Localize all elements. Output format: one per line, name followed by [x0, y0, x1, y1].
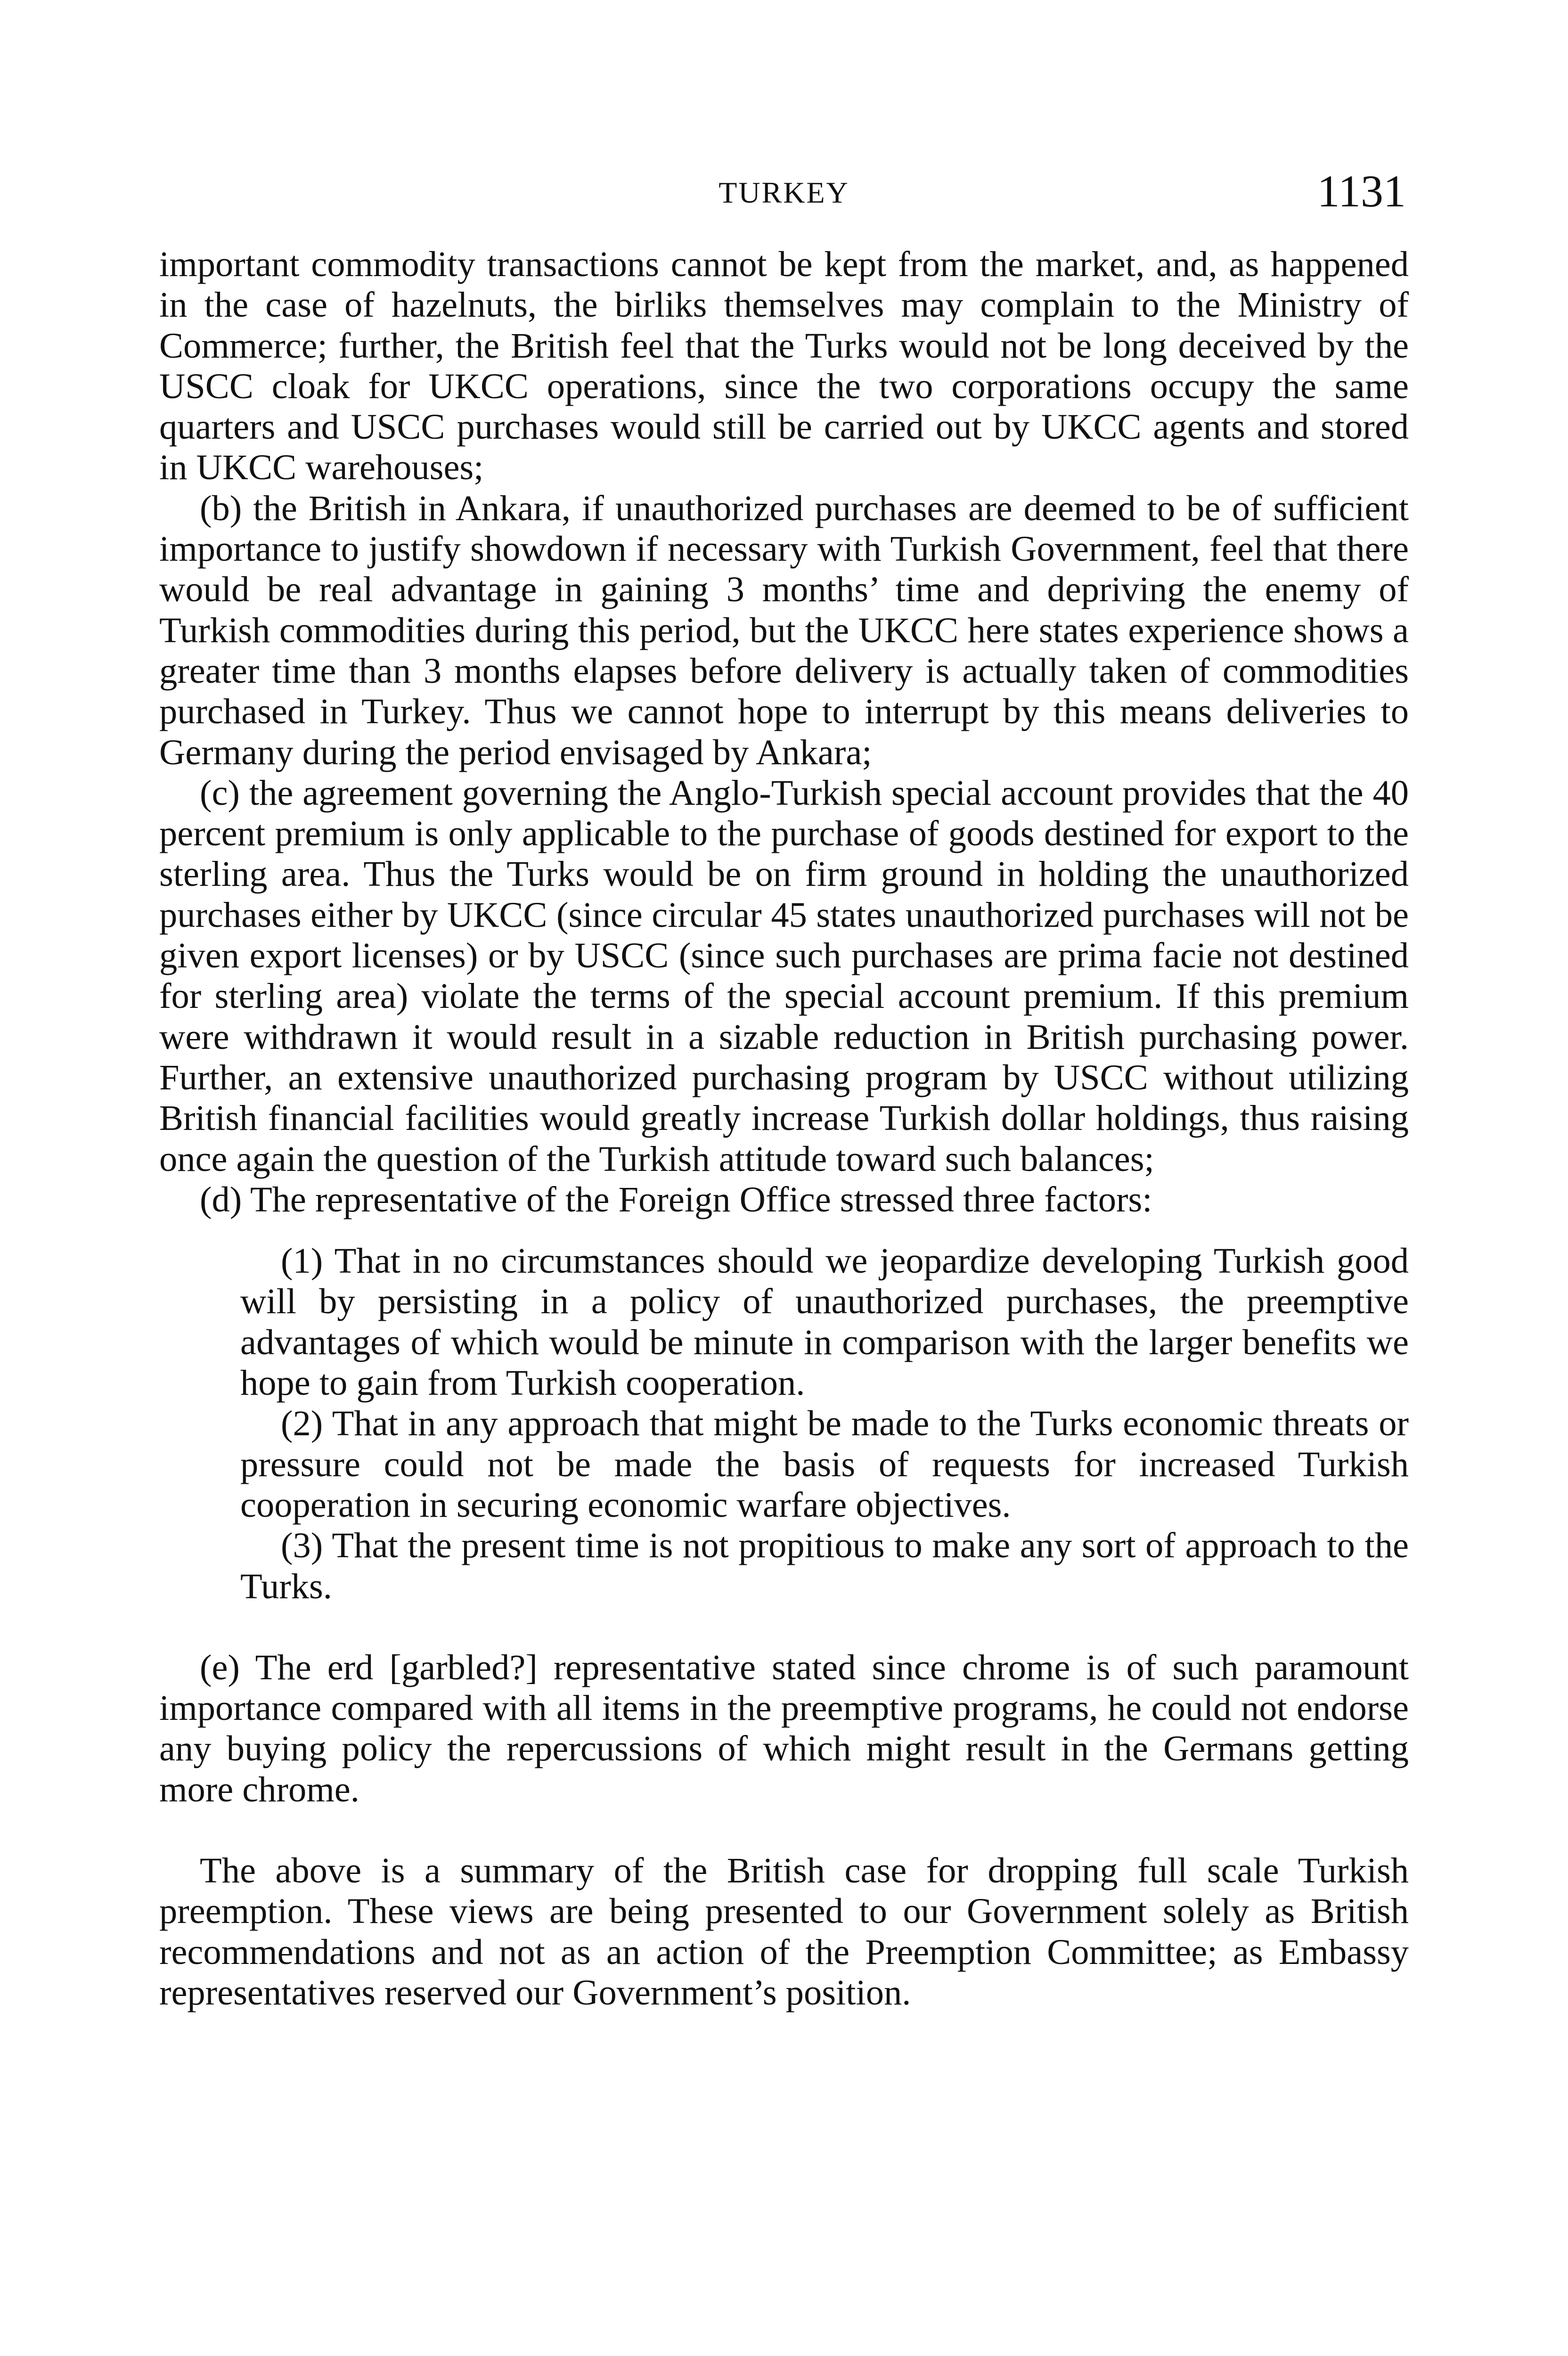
paragraph-item-d: (d) The representative of the Foreign Office stressed three factors: [200, 1179, 1152, 1219]
paragraph-item-c: (c) the agreement governing the Anglo-Turkish special account provides that the 40 percent premium is only applicable to the purchase of goods destined for export to the sterling area. Thus the Turks would be on firm ground in holding the unauthorized purchases either by UKCC (since circular 45 states unauthorized purchases will not be given export licenses) or by USCC (since such purchases are prima facie not destined for sterling area) violate the terms of the special account premium. If this premium were withdrawn it would result in a sizable reduction in British purchasing power. Further, an extensive unauthorized purchasing program by USCC without utilizing British financial facilities would greatly increase Turkish dollar holdings, thus raising once again the question of the Turkish attitude toward such balances; [159, 772, 1409, 1179]
factor-2: (2) That in any approach that might be made to the Turks economic threats or pressure could not be made the basis of requests for increased Turkish cooperation in securing economic warfare objectives. [240, 1403, 1409, 1525]
body-text [159, 244, 1409, 2013]
paragraph-item-e: (e) The erd [garbled?] representative stated since chrome is of such paramount importance compared with all items in the preemptive programs, he could not endorse any buying policy the repercussions of which might result in the Germans getting more chrome. [159, 1647, 1409, 1809]
paragraph-continuation: important commodity transactions cannot be kept from the market, and, as happened in the case of hazelnuts, the birliks themselves may complain to the Ministry of Commerce; further, the British feel that the Turks would not be long deceived by the USCC cloak for UKCC operations, since the two corporations occupy the same quarters and USCC purchases would still be carried out by UKCC agents and stored in UKCC warehouses; [159, 244, 1409, 488]
factor-1: (1) That in no circumstances should we jeopardize developing Turkish good will by persisting in a policy of unauthorized purchases, the preemptive advantages of which would be minute in comparison with the larger benefits we hope to gain from Turkish cooperation. [240, 1241, 1409, 1403]
factor-3: (3) That the present time is not propitious to make any sort of approach to the Turks. [240, 1525, 1409, 1606]
running-header [159, 165, 1409, 217]
running-title: TURKEY [719, 176, 849, 209]
summary-paragraph: The above is a summary of the British case for dropping full scale Turkish preemption. These views are being presented to our Government solely as British recommendations and not as an action of the Preemption Committee; as Embassy representatives reserved our Government’s position. [159, 1850, 1409, 2012]
paragraph-item-b: (b) the British in Ankara, if unauthorized purchases are deemed to be of sufficient importance to justify showdown if necessary with Turkish Government, feel that there would be real advantage in gaining 3 months’ time and depriving the enemy of Turkish commodities during this period, but the UKCC here states experience shows a greater time than 3 months elapses before delivery is actually taken of commodities purchased in Turkey. Thus we cannot hope to interrupt by this means deliveries to Germany during the period envisaged by Ankara; [159, 488, 1409, 772]
page-number: 1131 [1317, 166, 1406, 216]
